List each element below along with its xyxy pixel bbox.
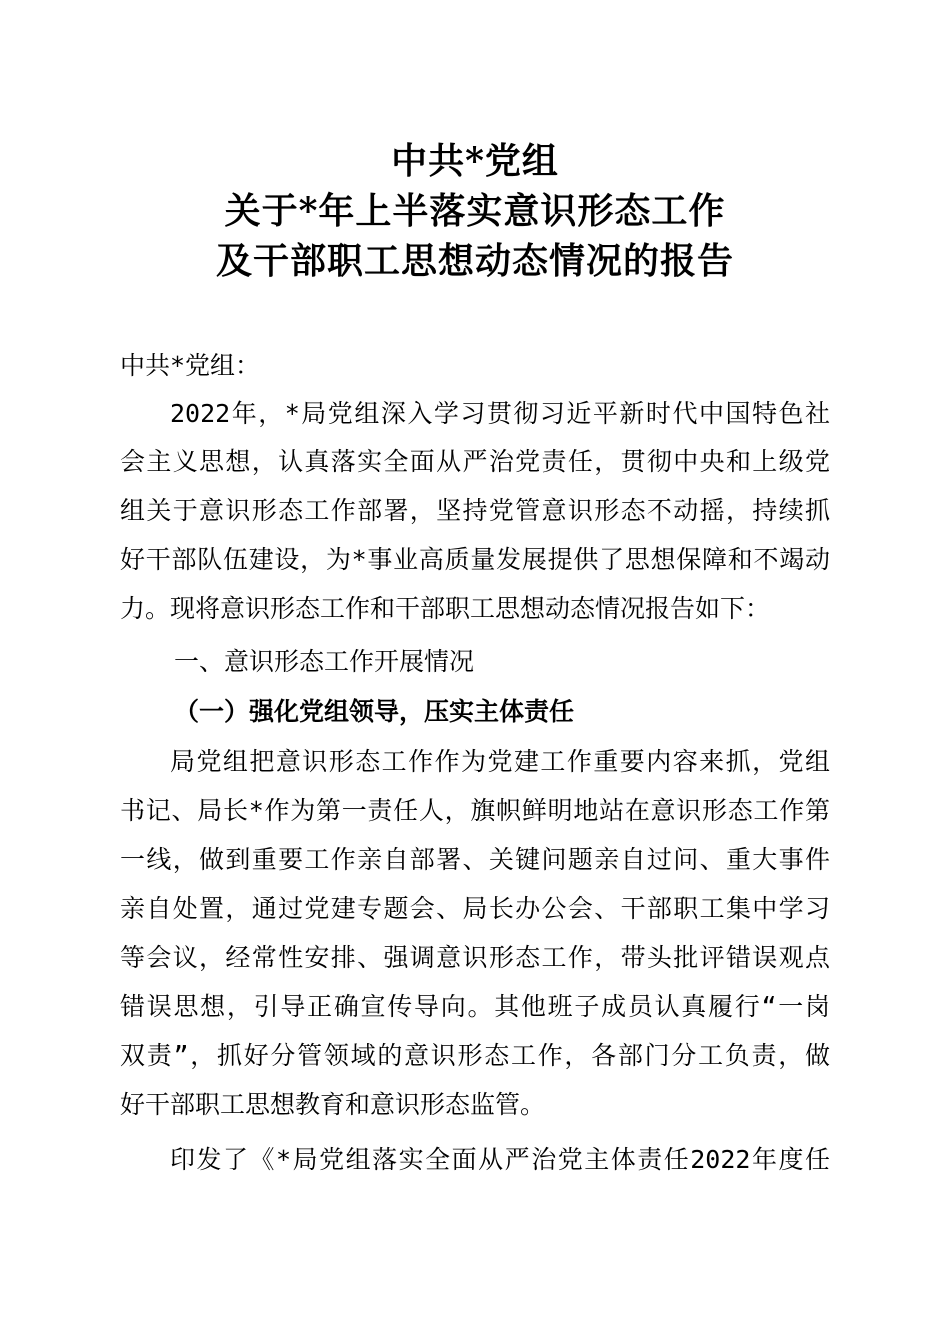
intro-line-5: 力。现将意识形态工作和干部职工思想动态情况报告如下： <box>120 594 771 623</box>
report-title-line-2: 关于*年上半落实意识形态工作 <box>224 190 726 232</box>
body-line-1: 局党组把意识形态工作作为党建工作重要内容来抓，党组 <box>170 747 830 776</box>
body-line-2: 书记、局长*作为第一责任人，旗帜鲜明地站在意识形态工作第 <box>120 796 830 825</box>
body-line-6: 错误思想，引导正确宣传导向。其他班子成员认真履行“一岗 <box>120 992 830 1021</box>
body-line-9: 印发了《*局党组落实全面从严治党主体责任2022年度任 <box>170 1145 830 1174</box>
body-line-5: 等会议，经常性安排、强调意识形态工作，带头批评错误观点 <box>120 943 830 972</box>
body-line-3: 一线，做到重要工作亲自部署、关键问题亲自过问、重大事件 <box>120 845 830 874</box>
section-heading-1: 一、意识形态工作开展情况 <box>174 647 475 676</box>
intro-line-4: 好干部队伍建设，为*事业高质量发展提供了思想保障和不竭动 <box>120 545 830 574</box>
salutation: 中共*党组： <box>120 351 261 380</box>
body-line-7: 双责”，抓好分管领域的意识形态工作，各部门分工负责，做 <box>120 1041 830 1070</box>
intro-line-2: 会主义思想，认真落实全面从严治党责任，贯彻中央和上级党 <box>120 447 830 476</box>
body-line-4: 亲自处置，通过党建专题会、局长办公会、干部职工集中学习 <box>120 894 830 923</box>
subsection-heading-1: （一）强化党组领导，压实主体责任 <box>174 697 575 726</box>
report-title-line-1: 中共*党组 <box>391 140 559 182</box>
body-line-8: 好干部职工思想教育和意识形态监管。 <box>120 1090 546 1119</box>
intro-line-3: 组关于意识形态工作部署，坚持党管意识形态不动摇，持续抓 <box>120 496 830 525</box>
intro-line-1: 2022年，*局党组深入学习贯彻习近平新时代中国特色社 <box>170 399 830 428</box>
report-title-line-3: 及干部职工思想动态情况的报告 <box>215 240 734 282</box>
